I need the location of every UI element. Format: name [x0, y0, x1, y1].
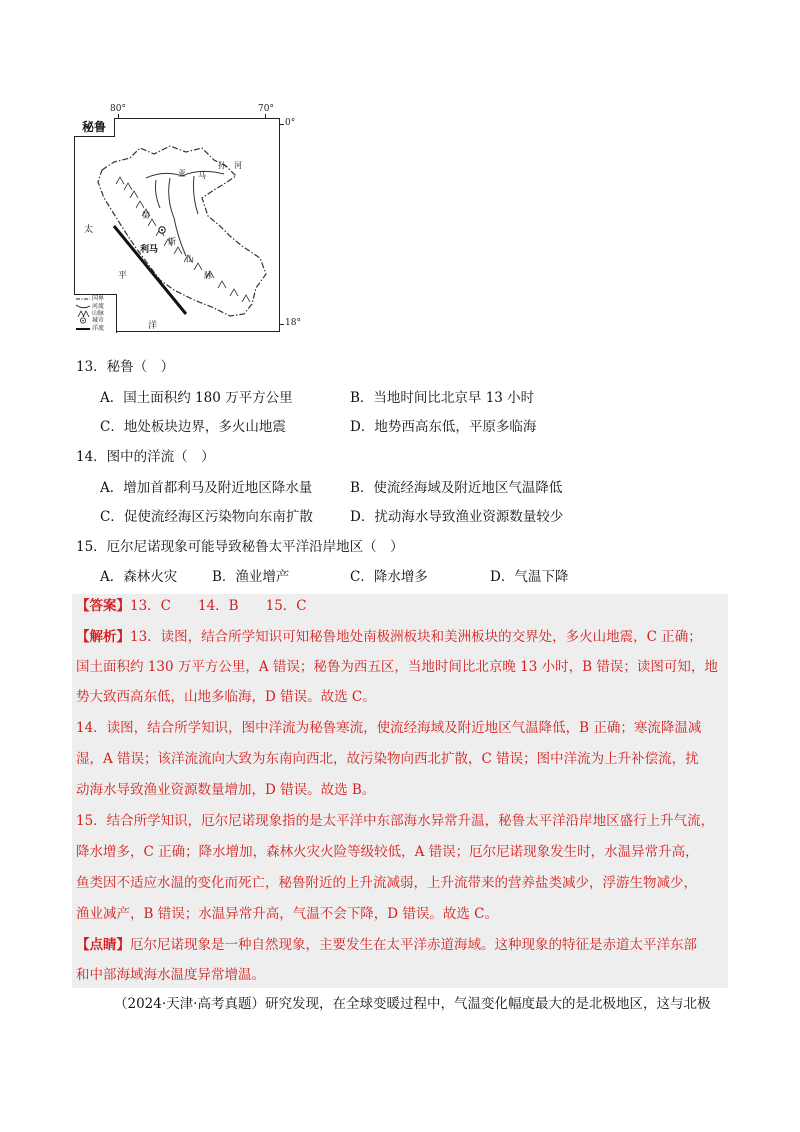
- map-label-yang: 洋: [148, 321, 158, 331]
- analysis-line-4: 14．读图，结合所学知识，图中洋流为秘鲁寒流，使流经海域及附近地区气温降低，B 正确；寒流降温减: [76, 720, 702, 736]
- map-label-lima: 利马: [140, 245, 159, 255]
- question-15-option-a: A．森林火灾: [100, 569, 178, 585]
- map-label-sun: 孙: [218, 161, 226, 170]
- lat-label-18: 18°: [285, 318, 301, 328]
- question-13-option-b: B．当地时间比北京早 13 小时: [350, 390, 535, 406]
- map-label-ma: 马: [198, 171, 206, 180]
- analysis-line-6: 动海水导致渔业资源数量增加，D 错误。故选 B。: [76, 782, 376, 798]
- legend-item-city: 城市: [74, 317, 116, 324]
- next-question-stem: （2024·天津·高考真题）研究发现，在全球变暖过程中，气温变化幅度最大的是北极地区，这与北极: [114, 996, 711, 1012]
- analysis-line-1: 【解析】13．读图，结合所学知识可知秘鲁地处南极洲板块和美洲板块的交界处，多火山地震，C 正确；: [76, 629, 702, 645]
- question-13-option-a: A．国土面积约 180 万平方公里: [100, 390, 293, 406]
- tip-line-1: 【点睛】厄尔尼诺现象是一种自然现象，主要发生在太平洋赤道海域。这种现象的特征是赤道太平洋东部: [76, 937, 697, 953]
- answer-text: 13．C 14．B 15．C: [130, 598, 307, 614]
- analysis-tag: 【解析】: [76, 629, 130, 645]
- question-14-option-d: D．扰动海水导致渔业资源数量较少: [350, 509, 564, 525]
- river: [194, 176, 199, 214]
- map-title: 秘鲁: [74, 118, 115, 137]
- map-label-ping: 平: [118, 271, 128, 281]
- map-label-mai: 脉: [204, 271, 212, 280]
- analysis-line-7: 15．结合所学知识，厄尔尼诺现象指的是太平洋中东部海水异常升温，秘鲁太平洋沿岸地区盛行上升气流，: [76, 813, 715, 829]
- question-14-stem: 14．图中的洋流（ ）: [76, 449, 215, 465]
- analysis-line-8: 降水增多，C 正确；降水增加，森林火灾火险等级较低，A 错误；厄尔尼诺现象发生时，水温异常升高，: [76, 844, 699, 860]
- lat-label-0: 0°: [285, 118, 296, 128]
- andes-mountains: [116, 177, 250, 302]
- analysis-line-2: 国土面积约 130 万平方公里，A 错误；秘鲁为西五区，当地时间比北京晚 13 小时，B 错误；读图可知，地: [76, 659, 718, 675]
- answer-tag: 【答案】: [76, 598, 130, 614]
- map-legend: [74, 294, 117, 333]
- analysis-line-10: 渔业减产，B 错误；水温异常升高，气温不会下降，D 错误。故选 C。: [76, 906, 498, 922]
- map-label-shan: 山: [186, 255, 194, 264]
- legend-item-mountain: 山脉: [74, 310, 116, 317]
- legend-item-current: 洋流: [92, 324, 105, 332]
- analysis-line-3: 势大致西高东低，山地多临海，D 错误。故选 C。: [76, 689, 376, 705]
- question-13-option-d: D．地势西高东低，平原多临海: [350, 419, 537, 435]
- lon-label-80: 80°: [110, 104, 126, 114]
- question-15-option-c: C．降水增多: [350, 569, 428, 585]
- tip-line-2: 和中部海域海水温度异常增温。: [76, 967, 265, 983]
- question-14-option-c: C．促使流经海区污染物向东南扩散: [100, 509, 313, 525]
- question-15-option-d: D．气温下降: [490, 569, 569, 585]
- legend-item-border: 国界: [92, 295, 105, 303]
- peru-map: [72, 98, 332, 338]
- lon-label-70: 70°: [258, 104, 274, 114]
- legend-item-river: 河流: [74, 302, 116, 309]
- question-13-stem: 13．秘鲁（ ）: [76, 359, 175, 375]
- answer-line: [76, 596, 307, 616]
- question-14-option-a: A．增加首都利马及附近地区降水量: [100, 480, 313, 496]
- map-label-tai: 太: [84, 225, 94, 235]
- river: [156, 180, 161, 208]
- analysis-line-9: 鱼类因不适应水温的变化而死亡，秘鲁附近的上升流减弱，上升流带来的营养盐类减少，浮游生物减少，: [76, 875, 697, 891]
- question-15-option-b: B．渔业增产: [212, 569, 290, 585]
- map-label-he: 河: [234, 161, 242, 170]
- question-13-option-c: C．地处板块边界，多火山地震: [100, 419, 286, 435]
- tip-tag: 【点睛】: [76, 937, 130, 953]
- question-14-option-b: B．使流经海域及附近地区气温降低: [350, 480, 563, 496]
- map-label-si: 斯: [168, 237, 176, 246]
- question-15-stem: 15．厄尔尼诺现象可能导致秘鲁太平洋沿岸地区（ ）: [76, 539, 404, 555]
- analysis-line-5: 湿，A 错误；该洋流流向大致为东南向西北，故污染物向西北扩散，C 错误；图中洋流为上升补偿流，扰: [76, 751, 699, 767]
- map-label-di: 第: [142, 211, 150, 220]
- map-label-ya: 亚: [178, 169, 186, 178]
